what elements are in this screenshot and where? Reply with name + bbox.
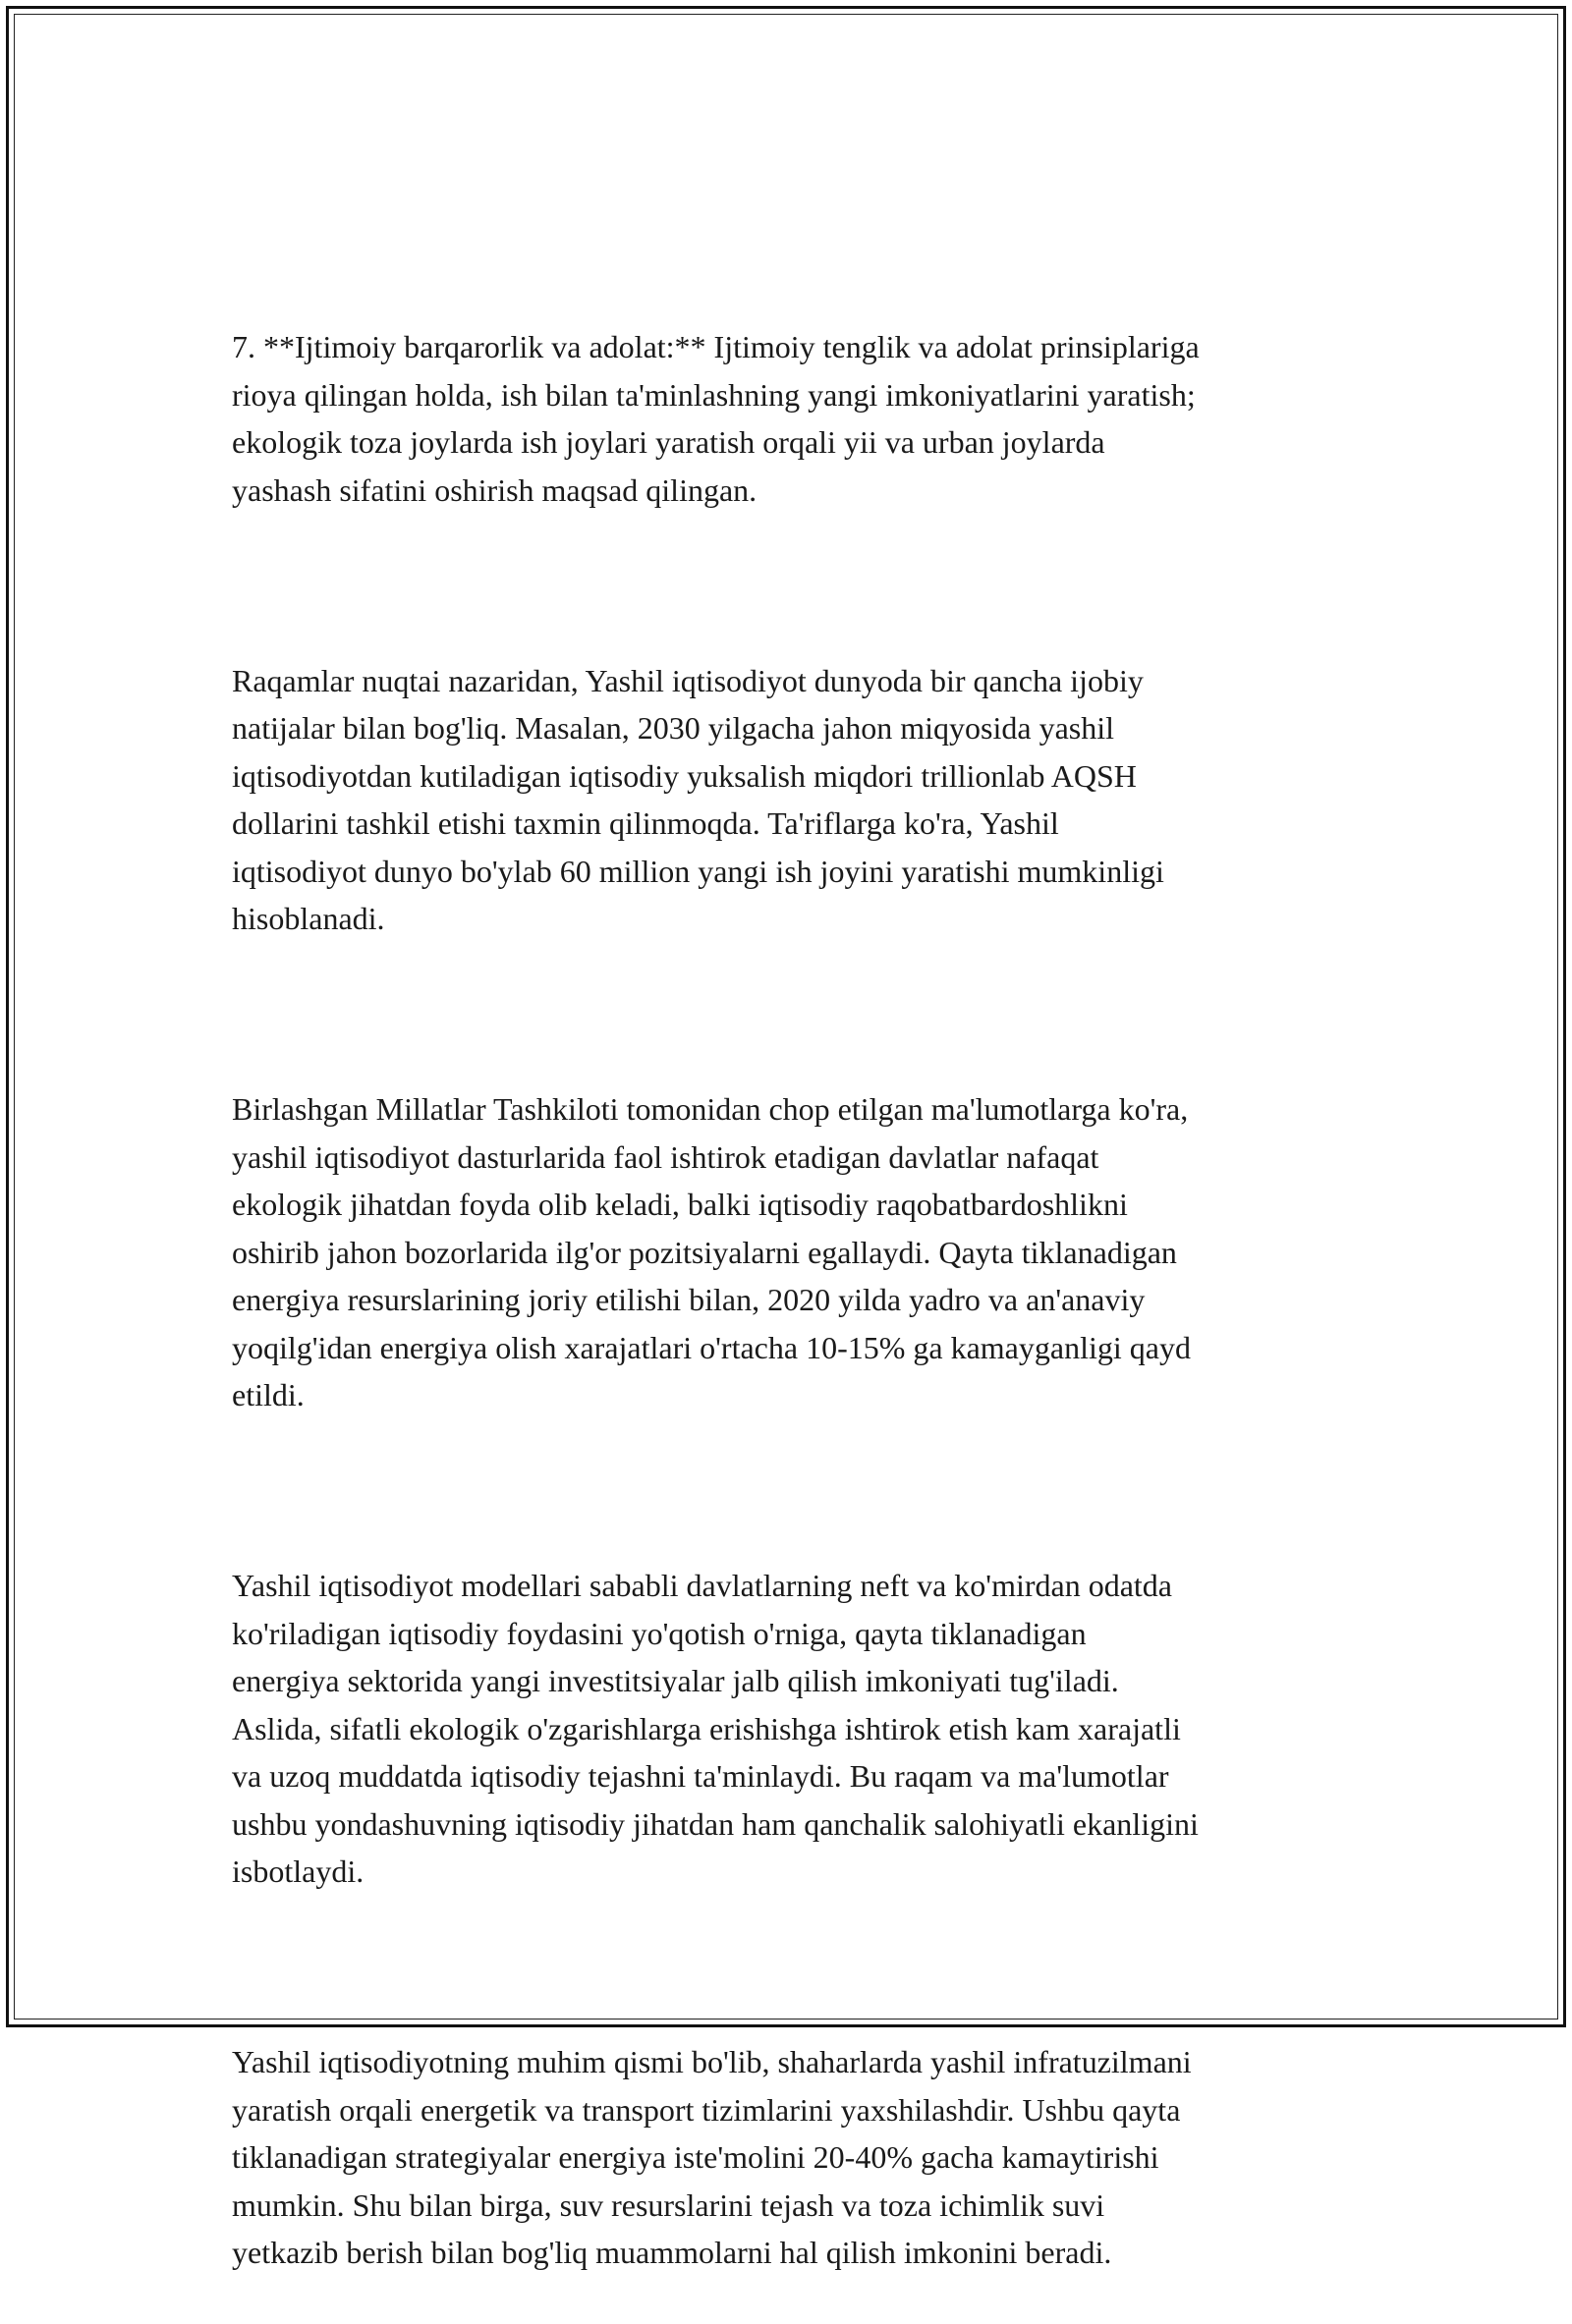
paragraph-numbers-perspective: Raqamlar nuqtai nazaridan, Yashil iqtisodiyot dunyoda bir qancha ijobiy natijalar bilan bog'liq. Masalan, 2030 yilgacha jahon miqyosida yashil iqtisodiyotdan kutiladigan iqtisodiy yuksalish miqdori trillionlab AQSH dollarini tashkil etishi taxmin qilinmoqda. Ta'riflarga ko'ra, Yashil iqtisodiyot dunyo bo'ylab 60 million yangi ish joyini yaratishi mumkinligi hisoblanadi. (232, 662, 1164, 936)
paragraph-un-data: Birlashgan Millatlar Tashkiloti tomonidan chop etilgan ma'lumotlarga ko'ra, yashil iqtisodiyot dasturlarida faol ishtirok etadigan davlatlar nafaqat ekologik jihatdan foyda olib keladi, balki iqtisodiy raqobatbardoshlikni oshirib jahon bozorlarida ilg'or pozitsiyalarni egallaydi. Qayta tiklanadigan energiya resurslarining joriy etilishi bilan, 2020 yilda yadro va an'anaviy yoqilg'idan energiya olish xarajatlari o'rtacha 10-15% ga kamayganligi qayd etildi. (232, 1091, 1191, 1412)
paragraph-social-sustainability: 7. **Ijtimoiy barqarorlik va adolat:** Ijtimoiy tenglik va adolat prinsiplariga rioya qilingan holda, ish bilan ta'minlashning yangi imkoniyatlarini yaratish; ekologik toza joylarda ish joylari yaratish orqali yii va urban joylarda yashash sifatini oshirish maqsad qilingan. (232, 329, 1200, 508)
document-body (232, 228, 1372, 2324)
paragraph-urban-infrastructure: Yashil iqtisodiyotning muhim qismi bo'lib, shaharlarda yashil infratuzilmani yaratish orqali energetik va transport tizimlarini yaxshilashdir. Ushbu qayta tiklanadigan strategiyalar energiya iste'molini 20-40% gacha kamaytirishi mumkin. Shu bilan birga, suv resurslarini tejash va toza ichimlik suvi yetkazib berish bilan bog'liq muammolarni hal qilish imkonini beradi. (232, 2044, 1192, 2270)
paragraph-green-models: Yashil iqtisodiyot modellari sababli davlatlarning neft va ko'mirdan odatda ko'riladigan iqtisodiy foydasini yo'qotish o'rniga, qayta tiklanadigan energiya sektorida yangi investitsiyalar jalb qilish imkoniyati tug'iladi. Aslida, sifatli ekologik o'zgarishlarga erishishga ishtirok etish kam xarajatli va uzoq muddatda iqtisodiy tejashni ta'minlaydi. Bu raqam va ma'lumotlar ushbu yondashuvning iqtisodiy jihatdan ham qanchalik salohiyatli ekanligini isbotlaydi. (232, 1568, 1199, 1889)
